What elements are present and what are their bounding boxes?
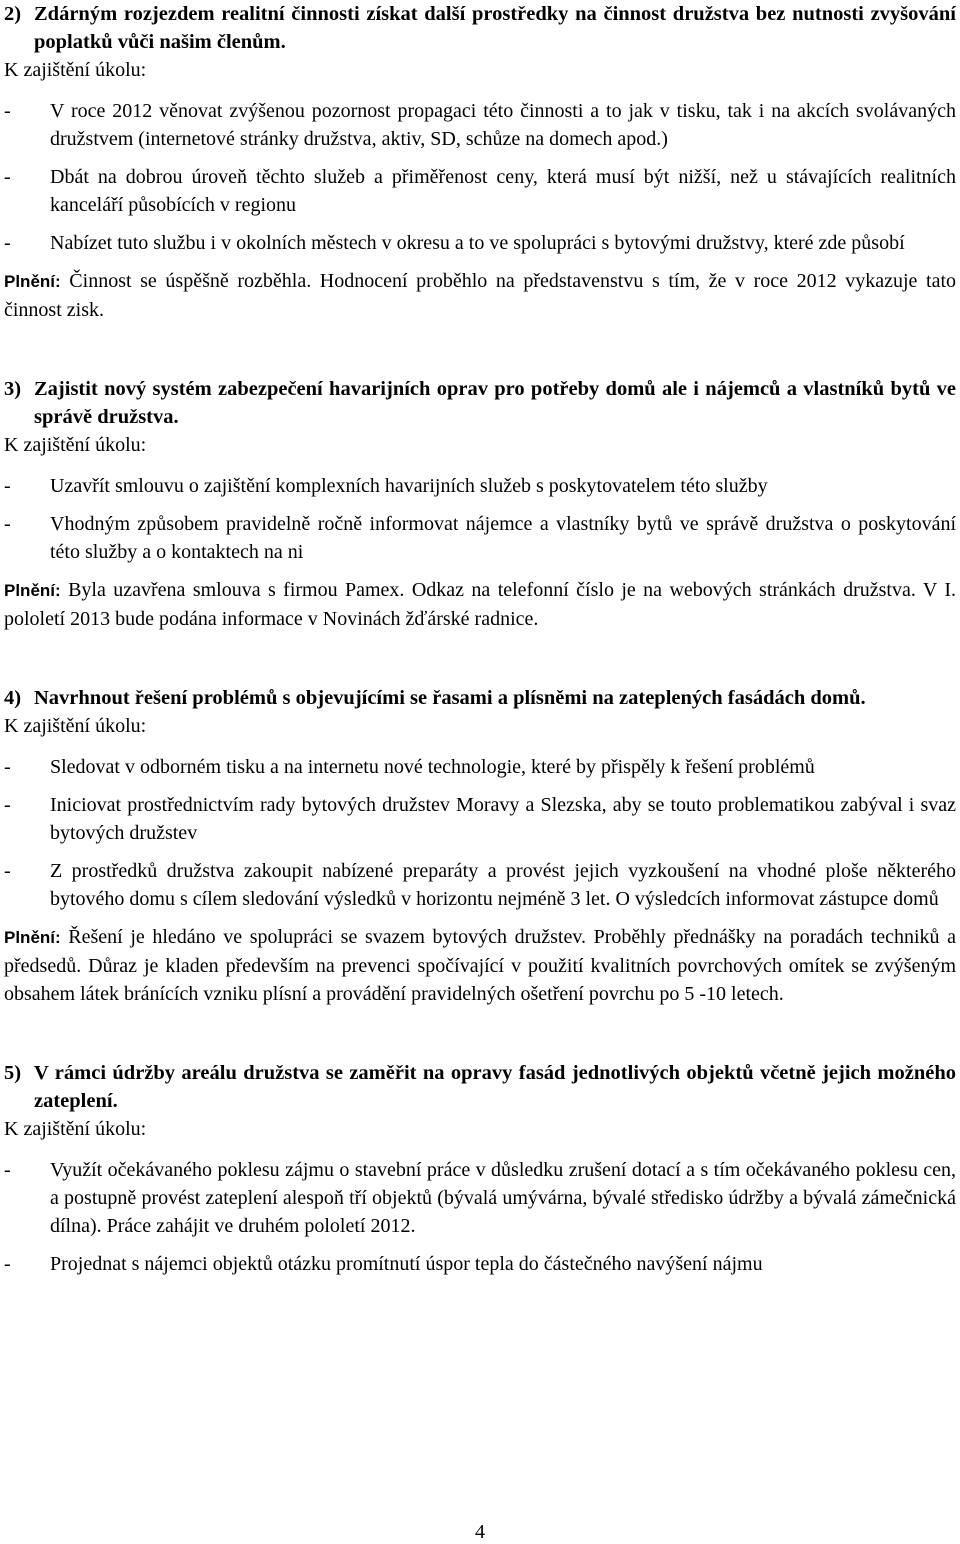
list-item: - Využít očekávaného poklesu zájmu o stavební práce v důsledku zrušení dotací a s tím očekávaného poklesu cen, a postupně provést zateplení alespoň tří objektů (bývalá umývárna, bývalé středisko údržby a bývalá zámečnická dílna). Práce zahájit ve druhém pololetí 2012. bbox=[4, 1159, 956, 1237]
section-heading bbox=[4, 375, 956, 431]
task-list bbox=[4, 472, 956, 566]
task-label: K zajištění úkolu: bbox=[4, 59, 147, 81]
list-item: - Projednat s nájemci objektů otázku promítnutí úspor tepla do částečného navýšení nájmu bbox=[4, 1253, 763, 1275]
section-number: 3) bbox=[4, 378, 22, 400]
section-4 bbox=[4, 684, 956, 1008]
list-item: - Vhodným způsobem pravidelně ročně informovat nájemce a vlastníky bytů ve správě družstva o poskytování této služby a o kontaktech na ni bbox=[4, 513, 956, 563]
document-page bbox=[4, 0, 956, 1288]
list-item: - Iniciovat prostřednictvím rady bytových družstev Moravy a Slezska, aby se touto problematikou zabýval i svaz bytových družstev bbox=[4, 794, 956, 844]
task-label: K zajištění úkolu: bbox=[4, 434, 147, 456]
section-number: 4) bbox=[4, 687, 22, 709]
list-item: - Dbát na dobrou úroveň těchto služeb a přiměřenost ceny, která musí být nižší, než u stávajících realitních kanceláří působících v regionu bbox=[4, 166, 956, 216]
fulfilment-label: Plnění: bbox=[4, 928, 61, 947]
section-heading bbox=[4, 0, 956, 56]
task-label: K zajištění úkolu: bbox=[4, 715, 147, 737]
section-title: Zdárným rozjezdem realitní činnosti získat další prostředky na činnost družstva bez nutnosti zvyšování poplatků vůči našim členům. bbox=[34, 3, 956, 53]
list-item: - Nabízet tuto službu i v okolních městech v okresu a to ve spolupráci s bytovými družstvy, které zde působí bbox=[4, 232, 905, 254]
task-list bbox=[4, 97, 956, 257]
fulfilment-text: Byla uzavřena smlouva s firmou Pamex. Odkaz na telefonní číslo je na webových stránkách družstva. V I. pololetí 2013 bude podána informace v Novinách žďárské radnice. bbox=[4, 579, 957, 630]
section-title: Navrhnout řešení problémů s objevujícími se řasami a plísněmi na zateplených fasádách domů. bbox=[34, 687, 866, 709]
section-title: Zajistit nový systém zabezpečení havarijních oprav pro potřeby domů ale i nájemců a vlastníků bytů ve správě družstva. bbox=[34, 378, 956, 428]
section-number: 5) bbox=[4, 1062, 22, 1084]
fulfilment-text: Řešení je hledáno ve spolupráci se svazem bytových družstev. Proběhly přednášky na poradách techniků a předsedů. Důraz je kladen především na prevenci spočívající v použití kvalitních povrchových omítek se zvýšeným obsahem látek bránících vzniku plísní a provádění pravidelných ošetření povrchu po 5 -10 letech. bbox=[4, 926, 956, 1005]
list-item: - V roce 2012 věnovat zvýšenou pozornost propagaci této činnosti a to jak v tisku, tak i na akcích svolávaných družstvem (internetové stránky družstva, aktiv, SD, schůze na domech apod.) bbox=[4, 100, 956, 150]
section-title: V rámci údržby areálu družstva se zaměřit na opravy fasád jednotlivých objektů včetně jejich možného zateplení. bbox=[34, 1062, 956, 1112]
fulfilment-label: Plnění: bbox=[4, 272, 61, 291]
task-list bbox=[4, 753, 956, 913]
page-number: 4 bbox=[475, 1521, 485, 1543]
fulfilment-label: Plnění: bbox=[4, 581, 61, 600]
list-item: - Uzavřít smlouvu o zajištění komplexních havarijních služeb s poskytovatelem této služby bbox=[4, 475, 768, 497]
task-list bbox=[4, 1156, 956, 1278]
section-3 bbox=[4, 375, 956, 633]
section-5 bbox=[4, 1059, 956, 1278]
fulfilment-text: Činnost se úspěšně rozběhla. Hodnocení proběhlo na představenstvu s tím, že v roce 2012 vykazuje tato činnost zisk. bbox=[4, 270, 957, 321]
section-heading bbox=[4, 1059, 956, 1115]
list-item: - Z prostředků družstva zakoupit nabízené preparáty a provést jejich vyzkoušení na vhodné ploše některého bytového domu s cílem sledování výsledků v horizontu nejméně 3 let. O výsledcích informovat zástupce domů bbox=[4, 860, 956, 910]
fulfilment-paragraph bbox=[4, 923, 956, 1008]
section-heading bbox=[4, 684, 956, 712]
fulfilment-paragraph bbox=[4, 267, 956, 324]
section-number: 2) bbox=[4, 3, 22, 25]
task-label: K zajištění úkolu: bbox=[4, 1118, 147, 1140]
section-2 bbox=[4, 0, 956, 324]
fulfilment-paragraph bbox=[4, 576, 956, 633]
list-item: - Sledovat v odborném tisku a na internetu nové technologie, které by přispěly k řešení problémů bbox=[4, 756, 815, 778]
